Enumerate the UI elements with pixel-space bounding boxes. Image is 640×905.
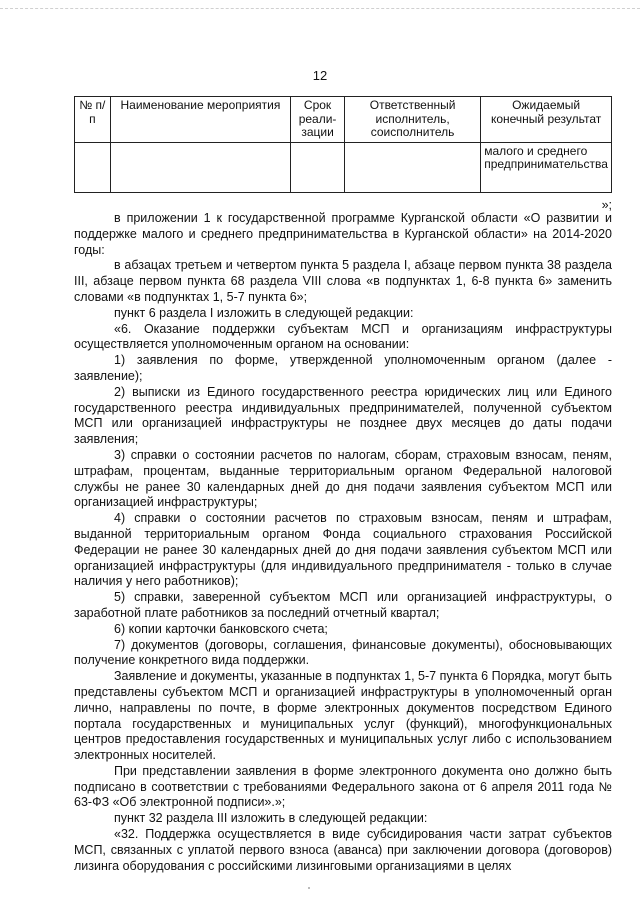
paragraph: «6. Оказание поддержки субъектам МСП и организациям инфраструктуры осуществляется уполномоченным органом на основании: (74, 321, 612, 352)
cell-expected-result: малого и среднего предпринимательства (481, 142, 612, 192)
document-body (74, 211, 612, 874)
header-deadline: Срок реали-зации (291, 97, 345, 143)
page-number: 12 (312, 68, 328, 83)
paragraph: в абзацах третьем и четвертом пункта 5 раздела I, абзаце первом пункта 38 раздела III, абзаце первом пункта 68 раздела VIII слова «в подпунктах 1, 6-8 пункта 6» заменить словами «в подпунктах 1, 5-7 пункта 6»; (74, 258, 612, 304)
paragraph: пункт 6 раздела I изложить в следующей редакции: (114, 305, 414, 320)
paragraph: 4) справки о состоянии расчетов по страховым взносам, пеням и штрафам, выданной территориальным органом Фонда социального страхования Российской Федерации не ранее 30 календарных дней до дня подачи заявления субъектом МСП или организацией инфраструктуры (для индивидуального предпринимателя - только в случае наличия у него работников); (74, 511, 612, 589)
paragraph: «32. Поддержка осуществляется в виде субсидирования части затрат субъектов МСП, связанных с уплатой первого взноса (аванса) при заключении договора (договоров) лизинга оборудования с российскими лизинговыми организациями в целях (74, 827, 612, 873)
cell-number (75, 142, 111, 192)
cell-activity (110, 142, 290, 192)
paragraph: 1) заявления по форме, утвержденной уполномоченным органом (далее - заявление); (74, 353, 612, 383)
cell-deadline (291, 142, 345, 192)
scan-edge-line (0, 8, 640, 9)
paragraph: Заявление и документы, указанные в подпунктах 1, 5-7 пункта 6 Порядка, могут быть представлены субъектом МСП и организацией инфраструктуры в уполномоченный орган лично, направлены по почте, в форме электронных документов посредством Единого портала государственных и муниципальных услуг (функций), многофункциональных центров предоставления государственных и муниципальных услуг либо с использованием электронных носителей. (74, 669, 612, 763)
scan-artifact (308, 887, 310, 889)
activities-table (74, 96, 612, 193)
paragraph: 5) справки, заверенной субъектом МСП или организацией инфраструктуры, о заработной плате работников за последний отчетный квартал; (74, 590, 612, 620)
paragraph: пункт 32 раздела III изложить в следующей редакции: (114, 811, 428, 826)
header-number: № п/п (75, 97, 111, 143)
paragraph: 6) копии карточки банковского счета; (114, 621, 328, 636)
table-header-row (75, 97, 612, 143)
paragraph: 3) справки о состоянии расчетов по налогам, сборам, страховым взносам, пеням, штрафам, процентам, выданные территориальным органом Федеральной налоговой службы не ранее 30 календарных дней до дня подачи заявления субъектом МСП или организацией инфраструктуры; (74, 447, 612, 510)
table-row (75, 142, 612, 192)
header-responsible: Ответственный исполнитель, соисполнитель (344, 97, 480, 143)
closing-quote: »; (601, 198, 612, 212)
header-expected-result: Ожидаемый конечный результат (481, 97, 612, 143)
cell-responsible (344, 142, 480, 192)
paragraph: При представлении заявления в форме электронного документа оно должно быть подписано в соответствии с требованиями Федерального закона от 6 апреля 2011 года № 63-ФЗ «Об электронной подписи».»; (74, 763, 612, 810)
paragraph: 7) документов (договоры, соглашения, финансовые документы), обосновывающих получение конкретного вида поддержки. (74, 637, 612, 668)
paragraph: в приложении 1 к государственной программе Курганской области «О развитии и поддержке малого и среднего предпринимательства в Курганской области» на 2014-2020 годы: (74, 211, 612, 257)
paragraph: 2) выписки из Единого государственного реестра юридических лиц или Единого государственного реестра индивидуальных предпринимателей, полученной субъектом МСП или организацией инфраструктуры не позднее двух месяцев до даты подачи заявления; (74, 384, 612, 447)
header-activity: Наименование мероприятия (110, 97, 290, 143)
